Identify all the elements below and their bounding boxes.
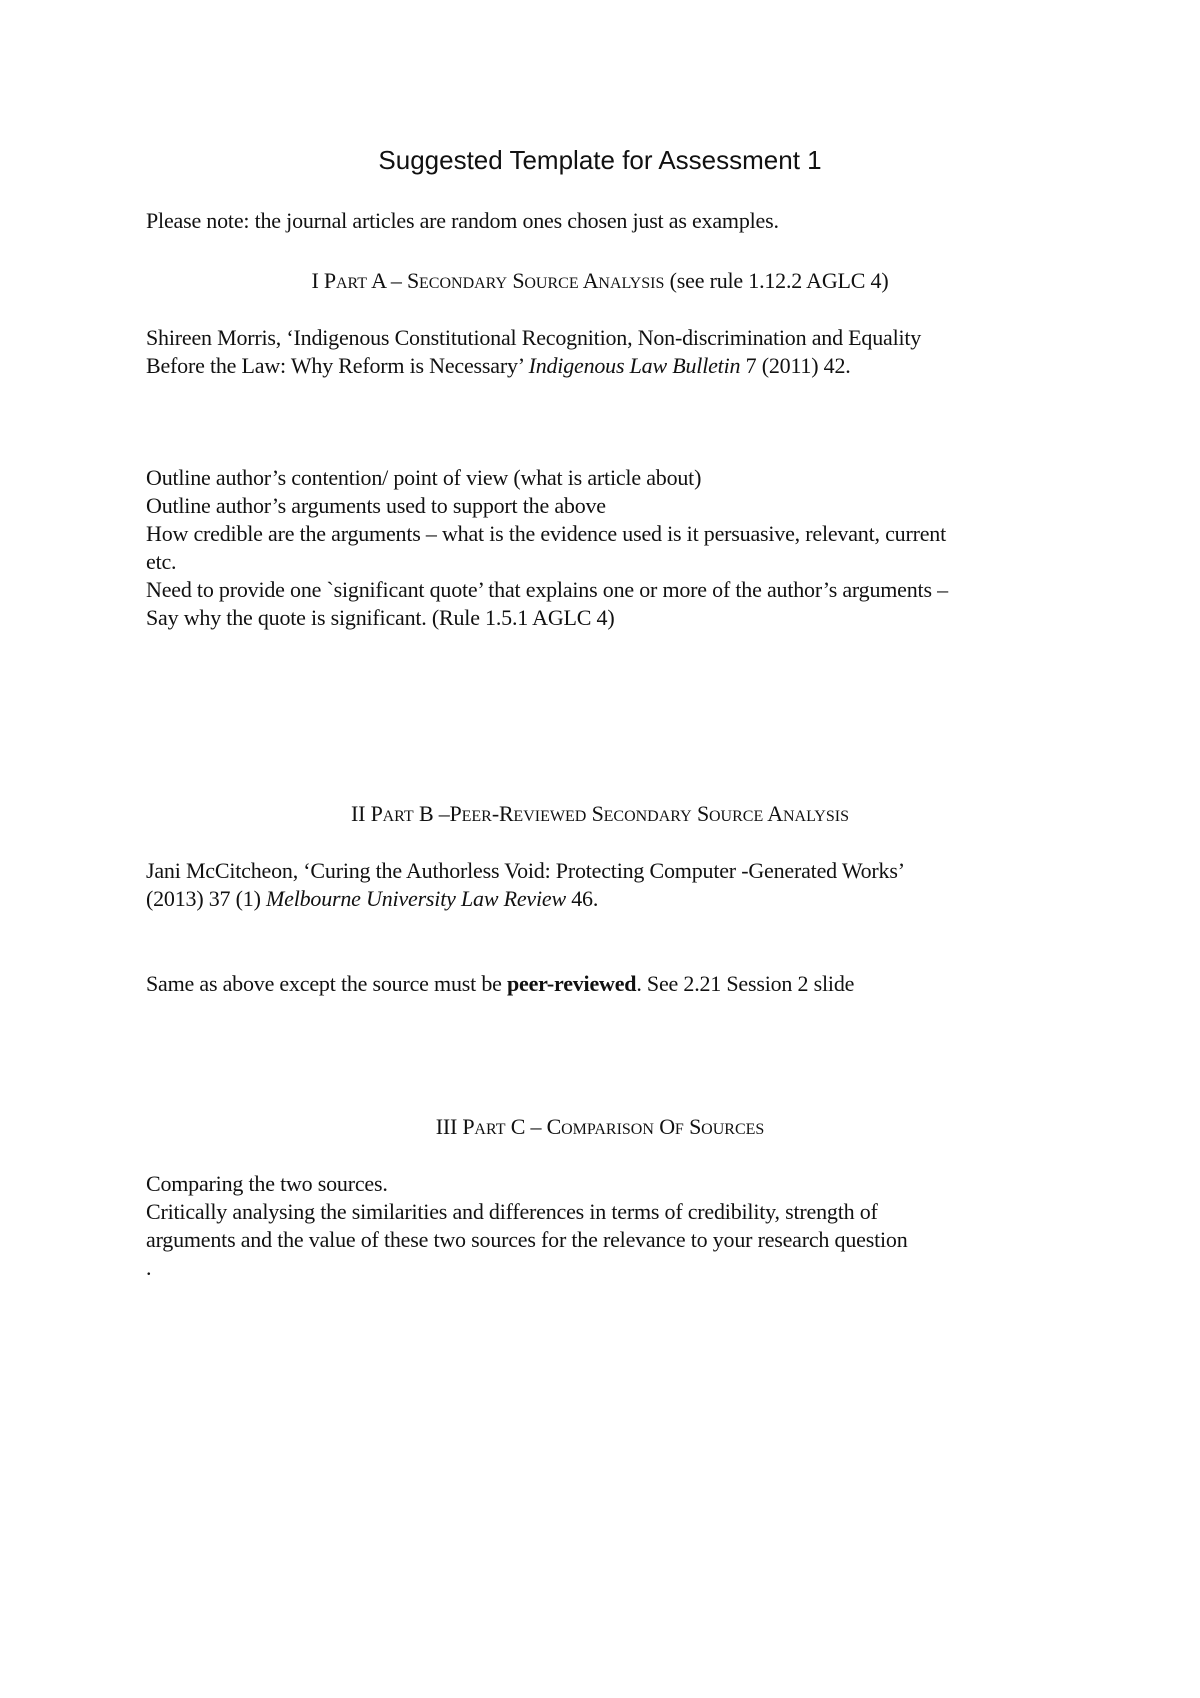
part-a-heading-smallcaps: OURCE: [524, 275, 579, 292]
part-b-heading-smallcaps: EVIEWED: [513, 808, 587, 825]
part-b-heading-text: A: [763, 801, 783, 826]
part-c-heading-smallcaps: ART: [474, 1121, 506, 1138]
part-a-heading-text: S: [507, 268, 525, 293]
part-a-citation-line: Shireen Morris, ‘Indigenous Constitutional Recognition, Non-discrimination and Equality: [146, 325, 922, 350]
instruction-line: How credible are the arguments – what is the evidence used is it persuasive, relevant, current: [146, 521, 947, 546]
part-b-heading-text: -R: [491, 801, 514, 826]
part-c-heading: [0, 1113, 1200, 1144]
part-a-instructions: [146, 464, 1066, 632]
part-b-citation-text: 46.: [565, 886, 599, 911]
part-b-note-emphasis: peer-reviewed: [506, 971, 637, 996]
part-b-note: [146, 970, 1066, 998]
part-a-journal-name: Indigenous Law Bulletin: [528, 353, 741, 378]
part-c-heading-text: O: [653, 1114, 675, 1139]
part-c-line: .: [146, 1255, 152, 1280]
part-c-line: Comparing the two sources.: [146, 1171, 388, 1196]
part-c-heading-text: C – C: [505, 1114, 562, 1139]
part-b-heading-numeral: II P: [351, 801, 383, 826]
part-b-heading-smallcaps: ART: [382, 808, 414, 825]
part-b-journal-name: Melbourne University Law Review: [266, 886, 566, 911]
part-b-citation-line: Jani McCitcheon, ‘Curing the Authorless Void: Protecting Computer -Generated Works’: [146, 858, 905, 883]
part-a-heading-smallcaps: ART: [335, 275, 368, 292]
example-note: Please note: the journal articles are random ones chosen just as examples.: [146, 208, 779, 233]
part-b-heading-smallcaps: EER: [461, 808, 492, 825]
part-a-heading-rule-reference: (see rule 1.12.2 AGLC 4): [664, 268, 889, 293]
part-a-citation-line: [146, 352, 1066, 380]
part-c-body: [146, 1170, 1066, 1282]
part-c-heading-smallcaps: F: [674, 1121, 684, 1138]
part-c-line: arguments and the value of these two sources for the relevance to your research question: [146, 1227, 908, 1252]
instruction-line: Outline author’s arguments used to support the above: [146, 493, 606, 518]
part-a-heading-numeral: I P: [311, 268, 336, 293]
part-c-heading-smallcaps: OMPARISON: [561, 1121, 654, 1138]
part-c-line: Critically analysing the similarities and differences in terms of credibility, strength of: [146, 1199, 878, 1224]
part-a-heading-smallcaps: NALYSIS: [598, 275, 665, 292]
part-a-heading-text: A – S: [367, 268, 420, 293]
part-b-heading-text: S: [586, 801, 604, 826]
instruction-line: Need to provide one `significant quote’ that explains one or more of the author’s arguments –: [146, 577, 948, 602]
part-b-note-text: . See 2.21 Session 2 slide: [636, 971, 855, 996]
part-b-heading-smallcaps: ECONDARY: [603, 808, 692, 825]
part-a-citation-text: 7 (2011) 42.: [740, 353, 851, 378]
instruction-line: Outline author’s contention/ point of view (what is article about): [146, 465, 702, 490]
instruction-line: Say why the quote is significant. (Rule 1.5.1 AGLC 4): [146, 605, 615, 630]
part-b-heading: [0, 800, 1200, 831]
part-b-citation-line: [146, 885, 1066, 913]
part-b-heading-smallcaps: NALYSIS: [783, 808, 849, 825]
part-b-citation: [146, 857, 1066, 913]
part-c-heading-smallcaps: OURCES: [701, 1121, 765, 1138]
part-c-heading-text: S: [683, 1114, 702, 1139]
part-b-heading-text: S: [691, 801, 709, 826]
part-b-heading-smallcaps: OURCE: [708, 808, 764, 825]
instruction-line: etc.: [146, 549, 177, 574]
part-a-heading-smallcaps: ECONDARY: [419, 275, 508, 292]
part-a-citation-text: Before the Law: Why Reform is Necessary’: [146, 353, 529, 378]
part-b-heading-text: B –P: [413, 801, 462, 826]
part-a-heading: [0, 267, 1200, 298]
part-b-citation-text: (2013) 37 (1): [146, 886, 267, 911]
part-a-heading-text: A: [578, 268, 599, 293]
part-c-heading-numeral: III P: [435, 1114, 475, 1139]
part-a-citation: [146, 324, 1066, 380]
part-b-note-text: Same as above except the source must be: [146, 971, 507, 996]
document-title: Suggested Template for Assessment 1: [378, 145, 822, 175]
